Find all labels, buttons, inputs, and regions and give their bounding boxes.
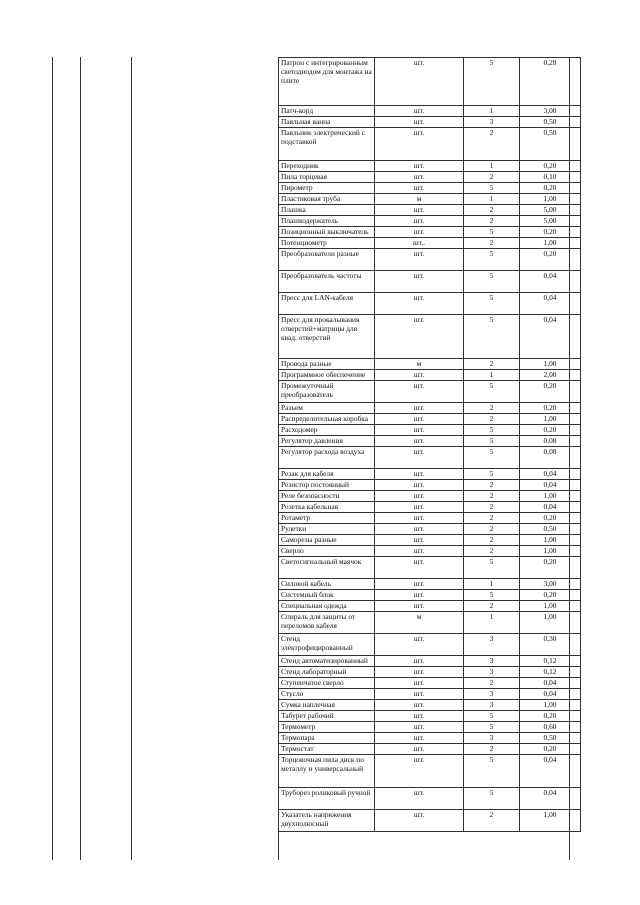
table-row <box>279 535 581 546</box>
item-unit: шт. <box>375 117 464 128</box>
item-quantity: 5 <box>464 722 520 733</box>
table-row <box>279 414 581 425</box>
item-value: 5,00 <box>520 205 581 216</box>
item-name: Переходник <box>279 161 375 172</box>
item-name: Термопара <box>279 733 375 744</box>
table-row <box>279 689 581 700</box>
column-border <box>80 57 81 860</box>
item-unit: шт. <box>375 711 464 722</box>
item-quantity: 5 <box>464 590 520 601</box>
item-unit: шт. <box>375 293 464 315</box>
item-value: 1,00 <box>520 612 581 634</box>
item-quantity: 3 <box>464 656 520 667</box>
item-name: Системный блок <box>279 590 375 601</box>
table-row <box>279 106 581 117</box>
table-row <box>279 183 581 194</box>
item-name: Потенциометр <box>279 238 375 249</box>
item-name: Розетка кабельная <box>279 502 375 513</box>
item-quantity: 2 <box>464 744 520 755</box>
item-value: 1,00 <box>520 194 581 205</box>
item-quantity: 3 <box>464 667 520 678</box>
item-value: 0,04 <box>520 315 581 359</box>
item-quantity: 3 <box>464 117 520 128</box>
item-unit: шт. <box>375 172 464 183</box>
table-row <box>279 700 581 711</box>
item-value: 2,00 <box>520 370 581 381</box>
item-quantity: 2 <box>464 502 520 513</box>
item-unit: шт. <box>375 227 464 238</box>
table-row <box>279 480 581 491</box>
item-name: Паяльная ванна <box>279 117 375 128</box>
item-name: Светосигнальный маячок <box>279 557 375 579</box>
item-quantity: 5 <box>464 58 520 106</box>
item-value: 0,30 <box>520 634 581 656</box>
table-row <box>279 205 581 216</box>
item-quantity: 5 <box>464 557 520 579</box>
item-quantity: 2 <box>464 546 520 557</box>
item-quantity: 1 <box>464 106 520 117</box>
item-unit: шт. <box>375 546 464 557</box>
table-row <box>279 447 581 469</box>
item-quantity: 1 <box>464 579 520 590</box>
item-name: Регулятор давления <box>279 436 375 447</box>
item-name: Позиционный выключатель <box>279 227 375 238</box>
table-row <box>279 755 581 788</box>
item-quantity: 2 <box>464 480 520 491</box>
item-value: 0,50 <box>520 117 581 128</box>
item-quantity: 1 <box>464 370 520 381</box>
table-row <box>279 128 581 161</box>
table-row <box>279 546 581 557</box>
item-name: Труборез роликовый ручной <box>279 788 375 810</box>
item-unit: шт. <box>375 667 464 678</box>
item-name: Преобразователи разные <box>279 249 375 271</box>
item-unit: шт. <box>375 579 464 590</box>
item-quantity: 2 <box>464 678 520 689</box>
item-quantity: 5 <box>464 315 520 359</box>
table-row <box>279 271 581 293</box>
item-quantity: 2 <box>464 216 520 227</box>
item-quantity: 2 <box>464 205 520 216</box>
item-quantity: 3 <box>464 733 520 744</box>
item-name: Термостат <box>279 744 375 755</box>
item-unit: шт. <box>375 414 464 425</box>
item-name: Спираль для защиты от переломов кабеля <box>279 612 375 634</box>
table-row <box>279 733 581 744</box>
item-name: Стенд автоматизированный <box>279 656 375 667</box>
item-value: 5,00 <box>520 216 581 227</box>
item-unit: шт. <box>375 513 464 524</box>
item-quantity: 2 <box>464 524 520 535</box>
item-name: Ступенчатое сверло <box>279 678 375 689</box>
item-value: 0,20 <box>520 744 581 755</box>
item-unit: шт. <box>375 128 464 161</box>
item-unit: шт. <box>375 656 464 667</box>
item-value: 0,28 <box>520 58 581 106</box>
item-name: Распределительная коробка <box>279 414 375 425</box>
item-name: Сумка наплечная <box>279 700 375 711</box>
equipment-table <box>278 57 581 832</box>
table-row <box>279 370 581 381</box>
table-row <box>279 601 581 612</box>
table-row <box>279 436 581 447</box>
item-name: Патч-корд <box>279 106 375 117</box>
item-name: Патрон с интегрированным светодиодом для монтажа на плите <box>279 58 375 106</box>
item-quantity: 2 <box>464 414 520 425</box>
item-value: 0,20 <box>520 183 581 194</box>
item-name: Специальная одежда <box>279 601 375 612</box>
item-name: Саморезы разные <box>279 535 375 546</box>
table-row <box>279 612 581 634</box>
item-value: 1,00 <box>520 535 581 546</box>
item-name: Плашкодержатель <box>279 216 375 227</box>
table-row <box>279 557 581 579</box>
item-unit: шт. <box>375 58 464 106</box>
item-unit: шт. <box>375 755 464 788</box>
item-unit: шт. <box>375 403 464 414</box>
item-name: Пила торцевая <box>279 172 375 183</box>
item-value: 0,20 <box>520 590 581 601</box>
table-row <box>279 502 581 513</box>
item-name: Разъем <box>279 403 375 414</box>
item-name: Торцовочная пила диск по металлу и универсальный <box>279 755 375 788</box>
item-quantity: 2 <box>464 172 520 183</box>
item-quantity: 5 <box>464 271 520 293</box>
item-unit: м <box>375 194 464 205</box>
item-unit: шт. <box>375 535 464 546</box>
column-border <box>131 57 132 860</box>
item-value: 1,00 <box>520 414 581 425</box>
item-quantity: 2 <box>464 601 520 612</box>
item-name: Регулятор расхода воздуха <box>279 447 375 469</box>
item-name: Резак для кабеля <box>279 469 375 480</box>
item-name: Пирометр <box>279 183 375 194</box>
item-value: 0,04 <box>520 755 581 788</box>
item-unit: шт. <box>375 744 464 755</box>
item-name: Табурет рабочий <box>279 711 375 722</box>
item-unit: шт.. <box>375 238 464 249</box>
table-row <box>279 656 581 667</box>
table-row <box>279 634 581 656</box>
table-row <box>279 117 581 128</box>
item-name: Паяльник электрический с подставкой <box>279 128 375 161</box>
item-quantity: 2 <box>464 513 520 524</box>
item-unit: шт. <box>375 447 464 469</box>
item-unit: шт. <box>375 216 464 227</box>
item-unit: шт. <box>375 590 464 601</box>
item-unit: шт. <box>375 161 464 172</box>
item-unit: шт. <box>375 689 464 700</box>
item-quantity: 1 <box>464 612 520 634</box>
item-value: 0,50 <box>520 128 581 161</box>
item-name: Пресс для прокалывания отверстий+матрицы для квад. отверстий <box>279 315 375 359</box>
table-row <box>279 667 581 678</box>
table-row <box>279 711 581 722</box>
item-value: 0,20 <box>520 161 581 172</box>
table-row <box>279 315 581 359</box>
item-value: 1,00 <box>520 491 581 502</box>
item-quantity: 2 <box>464 491 520 502</box>
item-unit: шт. <box>375 634 464 656</box>
item-unit: шт. <box>375 810 464 832</box>
item-name: Стусло <box>279 689 375 700</box>
item-value: 0,12 <box>520 667 581 678</box>
item-name: Рулетки <box>279 524 375 535</box>
item-value: 3,00 <box>520 106 581 117</box>
item-quantity: 2 <box>464 128 520 161</box>
table-row <box>279 238 581 249</box>
item-quantity: 5 <box>464 381 520 403</box>
item-unit: шт. <box>375 106 464 117</box>
item-value: 0,04 <box>520 788 581 810</box>
item-value: 0,20 <box>520 381 581 403</box>
table-row <box>279 469 581 480</box>
item-name: Стенд лабораторный <box>279 667 375 678</box>
item-quantity: 5 <box>464 249 520 271</box>
item-value: 0,20 <box>520 711 581 722</box>
item-value: 1,00 <box>520 700 581 711</box>
item-value: 0,04 <box>520 678 581 689</box>
item-unit: шт. <box>375 183 464 194</box>
item-unit: шт. <box>375 205 464 216</box>
item-value: 1,00 <box>520 238 581 249</box>
item-value: 0,20 <box>520 425 581 436</box>
item-value: 3,00 <box>520 579 581 590</box>
item-value: 0,08 <box>520 447 581 469</box>
item-unit: шт. <box>375 469 464 480</box>
item-unit: шт. <box>375 502 464 513</box>
item-quantity: 5 <box>464 293 520 315</box>
item-value: 1,00 <box>520 601 581 612</box>
document-sheet <box>52 57 570 860</box>
item-name: Резистор постоянный <box>279 480 375 491</box>
item-name: Программное обеспечение <box>279 370 375 381</box>
item-unit: шт. <box>375 601 464 612</box>
table-row <box>279 678 581 689</box>
item-quantity: 5 <box>464 227 520 238</box>
column-border <box>52 57 53 860</box>
item-name: Пластиковая труба <box>279 194 375 205</box>
item-value: 0,20 <box>520 249 581 271</box>
item-name: Указатель напряжения двухполюсный <box>279 810 375 832</box>
item-name: Реле безопасности <box>279 491 375 502</box>
table-row <box>279 788 581 810</box>
item-quantity: 2 <box>464 403 520 414</box>
item-value: 0,04 <box>520 480 581 491</box>
item-quantity: 3 <box>464 689 520 700</box>
item-quantity: 5 <box>464 788 520 810</box>
table-row <box>279 491 581 502</box>
item-unit: шт. <box>375 480 464 491</box>
item-value: 0,20 <box>520 403 581 414</box>
item-name: Промежуточный преобразователь <box>279 381 375 403</box>
table-row <box>279 194 581 205</box>
item-value: 0,08 <box>520 436 581 447</box>
item-value: 0,04 <box>520 293 581 315</box>
table-row <box>279 744 581 755</box>
item-unit: шт. <box>375 249 464 271</box>
item-unit: шт. <box>375 381 464 403</box>
item-name: Расходомер <box>279 425 375 436</box>
table-row <box>279 227 581 238</box>
item-name: Пресс для LAN-кабеля <box>279 293 375 315</box>
item-unit: шт. <box>375 524 464 535</box>
item-quantity: 2 <box>464 359 520 370</box>
table-row <box>279 513 581 524</box>
item-quantity: 1 <box>464 161 520 172</box>
item-quantity: 5 <box>464 755 520 788</box>
item-value: 1,00 <box>520 810 581 832</box>
item-unit: шт. <box>375 557 464 579</box>
item-unit: шт. <box>375 700 464 711</box>
table-row <box>279 403 581 414</box>
item-value: 0,04 <box>520 689 581 700</box>
table-row <box>279 810 581 832</box>
item-quantity: 5 <box>464 425 520 436</box>
item-quantity: 5 <box>464 447 520 469</box>
item-unit: шт. <box>375 436 464 447</box>
item-unit: шт. <box>375 722 464 733</box>
table-row <box>279 172 581 183</box>
table-row <box>279 579 581 590</box>
table-row <box>279 293 581 315</box>
item-value: 0,50 <box>520 733 581 744</box>
item-value: 0,20 <box>520 513 581 524</box>
item-unit: шт. <box>375 491 464 502</box>
item-name: Термометр <box>279 722 375 733</box>
item-value: 0,20 <box>520 557 581 579</box>
item-quantity: 2 <box>464 238 520 249</box>
item-quantity: 5 <box>464 469 520 480</box>
item-value: 0,12 <box>520 656 581 667</box>
item-unit: шт. <box>375 733 464 744</box>
item-value: 1,00 <box>520 359 581 370</box>
item-unit: шт. <box>375 370 464 381</box>
item-unit: шт. <box>375 315 464 359</box>
item-quantity: 5 <box>464 711 520 722</box>
item-unit: шт. <box>375 788 464 810</box>
table-row <box>279 216 581 227</box>
table-row <box>279 249 581 271</box>
item-name: Силовой кабель <box>279 579 375 590</box>
item-value: 0,20 <box>520 227 581 238</box>
table-row <box>279 590 581 601</box>
table-row <box>279 425 581 436</box>
table-row <box>279 524 581 535</box>
item-quantity: 5 <box>464 183 520 194</box>
item-unit: шт. <box>375 425 464 436</box>
item-value: 0,10 <box>520 172 581 183</box>
item-quantity: 5 <box>464 436 520 447</box>
item-quantity: 2 <box>464 535 520 546</box>
item-value: 1,00 <box>520 546 581 557</box>
item-unit: шт. <box>375 678 464 689</box>
item-quantity: 3 <box>464 700 520 711</box>
table-row <box>279 381 581 403</box>
item-unit: м <box>375 612 464 634</box>
item-name: Преобразователь частоты <box>279 271 375 293</box>
table-row <box>279 161 581 172</box>
item-unit: шт. <box>375 271 464 293</box>
item-name: Провода разные <box>279 359 375 370</box>
item-name: Плашка <box>279 205 375 216</box>
item-quantity: 2 <box>464 810 520 832</box>
item-name: Стенд электрофицированный <box>279 634 375 656</box>
item-quantity: 1 <box>464 194 520 205</box>
item-unit: м <box>375 359 464 370</box>
item-name: Сверло <box>279 546 375 557</box>
table-row <box>279 58 581 106</box>
item-value: 0,60 <box>520 722 581 733</box>
item-quantity: 3 <box>464 634 520 656</box>
table-row <box>279 359 581 370</box>
item-name: Ротаметр <box>279 513 375 524</box>
item-value: 0,50 <box>520 524 581 535</box>
table-row <box>279 722 581 733</box>
item-value: 0,04 <box>520 271 581 293</box>
item-value: 0,04 <box>520 469 581 480</box>
item-value: 0,04 <box>520 502 581 513</box>
